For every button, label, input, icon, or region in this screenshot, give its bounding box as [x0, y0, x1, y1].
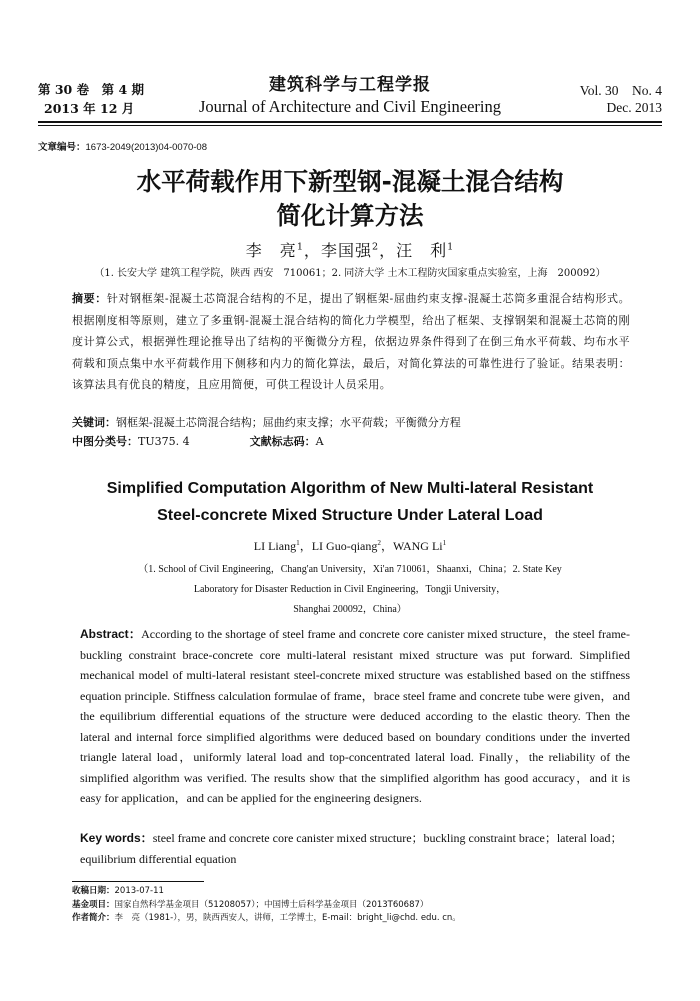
- affiliation-en-line2: Laboratory for Disaster Reduction in Civil Engineering，Tongji University，: [193, 584, 507, 595]
- author-en-1: LI Liang: [253, 539, 297, 553]
- author-bio-value: 李 亮（1981-），男，陕西西安人，讲师，工学博士，E-mail：bright_li@chd. edu. cn。: [114, 913, 461, 923]
- author-en-2: LI Guo-qiang: [311, 539, 378, 553]
- keywords-cn-text: 钢框架-混凝土芯筒混合结构；屈曲约束支撑；水平荷载；平衡微分方程: [116, 416, 461, 429]
- author-cn-sep: ，: [303, 241, 321, 260]
- author-cn-2-sup: 2: [371, 241, 380, 253]
- received-value: 2013-07-11: [114, 886, 164, 896]
- fund-value: 国家自然科学基金项目（51208057）；中国博士后科学基金项目（2013T60687）: [114, 899, 429, 910]
- author-bio-label: 作者简介：: [72, 913, 115, 923]
- author-en-2-sup: 2: [377, 539, 381, 547]
- abstract-cn: [72, 288, 630, 396]
- footnote-author: [72, 912, 461, 926]
- keywords-en-text: steel frame and concrete core canister mixed structure；buckling constraint brace；lateral load；equilibrium differential equation: [80, 831, 623, 866]
- author-cn-1: 李 亮: [245, 241, 297, 260]
- title-en-line1: Simplified Computation Algorithm of New Multi-lateral Resistant: [106, 480, 594, 497]
- abstract-cn-label: 摘要：: [72, 292, 107, 305]
- keywords-en: [80, 828, 630, 869]
- abstract-en-label: Abstract：: [80, 627, 142, 641]
- author-en-3: WANG Li: [392, 539, 443, 553]
- author-en-1-sup: 1: [296, 539, 300, 547]
- footnote-fund: [72, 899, 461, 913]
- volume-issue-en: Vol. 30 No. 4: [579, 83, 662, 98]
- footnote-received: [72, 885, 461, 899]
- affiliation-cn: （1. 长安大学 建筑工程学院，陕西 西安 710061；2. 同济大学 土木工程防灾国家重点实验室，上海 200092）: [94, 268, 606, 279]
- author-en-3-sup: 1: [442, 539, 447, 547]
- article-number-value: 1673-2049(2013)04-0070-08: [85, 142, 208, 153]
- affiliation-en-line1: （1. School of Civil Engineering，Chang'an University，Xi'an 710061，Shaanxi，China；2. State Key: [138, 564, 562, 575]
- header-rule-thick: [38, 121, 662, 123]
- abstract-cn-text: 针对钢框架-混凝土芯筒混合结构的不足，提出了钢框架-屈曲约束支撑-混凝土芯筒多重混合结构形式。根据刚度相等原则，建立了多重钢-混凝土混合结构的简化力学模型，给出了框架、支撑钢架和混凝土芯筒的刚度计算公式，根据弹性理论推导出了结构的平衡微分方程，依据边界条件得到了在倒三角水平荷载、均布水平荷载和顶点集中水平荷载作用下侧移和内力的简化算法，最后，对简化算法的可靠性进行了验证。结果表明：该算法具有优良的精度，且应用简便，可供工程设计人员采用。: [72, 292, 631, 391]
- title-cn: [0, 165, 700, 233]
- footnote-rule: [72, 881, 204, 882]
- received-label: 收稿日期：: [72, 886, 115, 896]
- date-cn: 2013 年 12 月: [44, 101, 135, 116]
- doc-code-value: A: [315, 435, 324, 448]
- authors-cn: [0, 238, 700, 261]
- journal-title-cn: 建筑科学与工程学报: [269, 75, 431, 95]
- author-cn-2: 李国强: [320, 241, 372, 260]
- date-en: Dec. 2013: [606, 100, 662, 115]
- fund-label: 基金项目：: [72, 899, 115, 910]
- author-cn-3: 汪 利: [396, 241, 448, 260]
- keywords-cn-label: 关键词：: [72, 416, 116, 429]
- keywords-cn: [72, 414, 630, 432]
- author-en-sep: ，: [299, 539, 312, 553]
- title-en-line2: Steel-concrete Mixed Structure Under Lateral Load: [157, 507, 543, 524]
- title-en: [0, 475, 700, 529]
- author-en-sep: ，: [380, 539, 393, 553]
- title-cn-line2: 简化计算方法: [276, 201, 424, 230]
- volume-issue-cn: 第 30 卷 第 4 期: [38, 82, 144, 97]
- author-cn-3-sup: 1: [447, 241, 455, 253]
- title-cn-line1: 水平荷载作用下新型钢-混凝土混合结构: [136, 167, 564, 196]
- abstract-en-text: According to the shortage of steel frame and concrete core canister mixed structure，the steel frame-buckling constraint brace-concrete core multi-lateral resistant mixed structure was put forward. Simplified mechanical model of multi-lateral resistant steel-concrete mixed structure was established based on the stiffness equation principle. Stiffness calculation formulae of frame，brace steel frame and concrete tube were given，and the equilibrium differential equations of the structure were deduced according to the elastic theory. Then the lateral and internal force simplified algorithms were deduced based on boundary conditions under the inverted triangle lateral load，uniformly lateral load and top-concentrated lateral load. Finally，the reliability of the simplified algorithm was verified. The results show that the simplified algorithm has good accuracy，and it is easy for application，and can be applied for the engineering designers.: [80, 627, 630, 805]
- affiliation-en-line3: Shanghai 200092，China）: [293, 604, 407, 615]
- affiliation-en: [0, 560, 700, 620]
- footnotes: [72, 885, 461, 926]
- author-cn-sep: ，: [379, 241, 397, 260]
- clc-value: TU375. 4: [138, 435, 190, 448]
- classification: [72, 433, 324, 451]
- authors-en: [0, 537, 700, 554]
- author-cn-1-sup: 1: [296, 241, 304, 253]
- clc-label: 中图分类号：: [72, 435, 138, 448]
- keywords-en-label: Key words：: [80, 831, 153, 845]
- article-number: [38, 139, 207, 153]
- header-rule-thin: [38, 125, 662, 126]
- journal-title-en: Journal of Architecture and Civil Engineering: [199, 97, 501, 116]
- doc-code-label: 文献标志码：: [249, 435, 316, 448]
- header-volume-en: [580, 82, 662, 116]
- abstract-en: [80, 624, 630, 809]
- article-number-label: 文章编号：: [38, 142, 86, 153]
